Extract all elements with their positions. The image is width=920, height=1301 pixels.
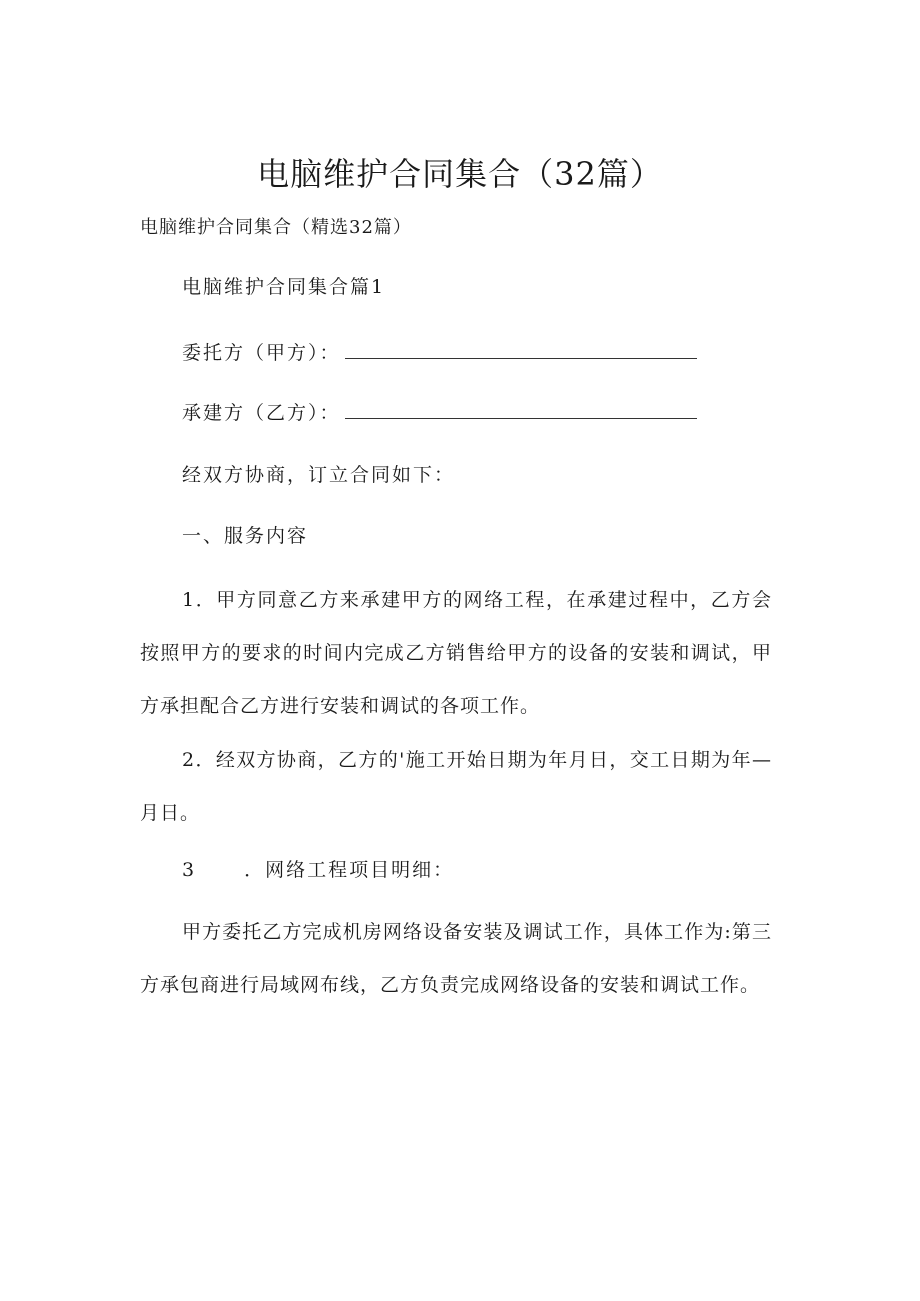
document-title: 电脑维护合同集合（32篇） [257, 155, 663, 193]
item-3-heading [182, 858, 454, 882]
item-1-paragraph: 1．甲方同意乙方来承建甲方的网络工程，在承建过程中，乙方会按照甲方的要求的时间内完成乙方销售给甲方的设备的安装和调试，甲方承担配合乙方进行安装和调试的各项工作。 [140, 589, 772, 717]
party-a-label: 委托方（甲方）： [182, 342, 341, 364]
party-b-label: 承建方（乙方）： [182, 402, 341, 424]
item-2-paragraph: 2．经双方协商，乙方的'施工开始日期为年月日，交工日期为年—月日。 [140, 749, 772, 824]
party-b-blank [345, 400, 697, 419]
party-a-line [182, 340, 697, 365]
party-b-line [182, 400, 697, 425]
section-heading: 电脑维护合同集合篇1 [182, 276, 386, 298]
party-a-blank [345, 340, 697, 359]
item-3-detail-paragraph: 甲方委托乙方完成机房网络设备安装及调试工作，具体工作为:第三方承包商进行局域网布线，乙方负责完成网络设备的安装和调试工作。 [140, 921, 772, 996]
document-subtitle: 电脑维护合同集合（精选32篇） [140, 217, 412, 238]
item-3-text: ．网络工程项目明细： [244, 859, 455, 881]
clause-heading: 一、服务内容 [182, 525, 309, 547]
item-3-number: 3 [182, 859, 197, 881]
intro-text: 经双方协商，订立合同如下： [182, 464, 456, 486]
